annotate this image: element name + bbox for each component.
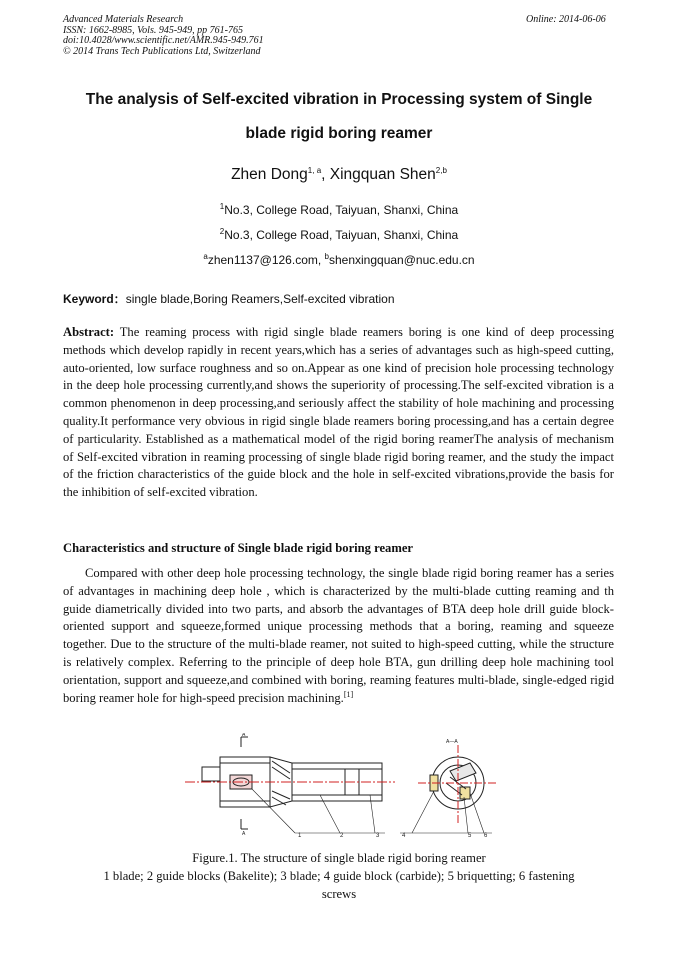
leader-6: [470, 793, 484, 833]
figure-caption-title: Figure.1. The structure of single blade rigid boring reamer: [192, 851, 486, 865]
keywords-label: Keyword：: [63, 292, 126, 306]
author-separator: ,: [321, 166, 330, 183]
section-mark-bottom: A: [242, 831, 246, 837]
author-list: [40, 166, 638, 184]
leader-5: [464, 797, 468, 833]
callout-4: 4: [402, 833, 406, 839]
section-view-label: A—A: [446, 739, 458, 745]
issn-line: ISSN: 1662-8985, Vols. 945-949, pp 761-765: [63, 24, 243, 36]
abstract-label: Abstract:: [63, 325, 115, 339]
citation-ref: [1]: [343, 689, 354, 699]
affiliation-1-text: No.3, College Road, Taiyuan, Shanxi, China: [224, 203, 459, 217]
email-b-mark: b: [324, 252, 329, 261]
hatch-1: [272, 761, 290, 773]
section-body-text: Compared with other deep hole processing technology, the single blade rigid boring reamer has a series of advantages in machining deep hole , which is characterized by the multi-blade cutting reaming and th guide diametrically divided into two parts, and absorb the advantages of BTA deep hole drill guide block-oriented support and squeeze,formed unique processing methods that a boring, reaming and squeeze together. Due to the structure of the multi-blade reamer, not suited to high-speed cutting, while the structure is relatively complex. Referring to the principle of deep hole BTA, gun drilling deep hole machining tool orientation, support and squeeze,and combined with boring, reaming features multi-blade, single-edged rigid boring reamer hole for high-speed precision machining.: [63, 566, 614, 705]
email-line: [40, 253, 638, 267]
email-a: zhen1137@126.com,: [207, 253, 325, 267]
paper-title-line-2: blade rigid boring reamer: [245, 125, 433, 142]
online-date: Online: 2014-06-06: [526, 14, 606, 25]
callout-1: 1: [298, 833, 302, 839]
affiliation-1-mark: 1: [219, 202, 225, 211]
boring-reamer-structure-figure: [180, 733, 500, 841]
email-b: shenxingquan@nuc.edu.cn: [328, 253, 475, 267]
callout-2: 2: [340, 833, 344, 839]
author-1-affiliation-mark: 1, a: [307, 165, 322, 175]
copyright-line: © 2014 Trans Tech Publications Ltd, Switzerland: [63, 45, 261, 57]
section-body: [63, 565, 614, 707]
keywords-text: single blade,Boring Reamers,Self-excited vibration: [125, 292, 395, 306]
doi-line: doi:10.4028/www.scientific.net/AMR.945-949.761: [63, 35, 264, 46]
abstract-text: The reaming process with rigid single blade reamers boring is one kind of deep processing methods which develop rapidly in recent years,which has a series of advantages such as high-speed cutting, auto-oriented, low surface roughness and so on.Appear as one kind of precision hole processing technology in the deep hole processing currently,and shows the superiority of processing.The self-excited vibration is a common phenomenon in deep processing,and seriously affect the stability of hole machining and processing quality.It performance very obvious in rigid single blade reamers boring processing,and has a certain degree of particularity. Established as a mathematical model of the rigid boring reamerThe analysis of mechanism of Self-excited vibration in reaming processing of single blade rigid boring reamer, and the study the impact of the friction characteristics of the guide block and the hole in self-excited vibrations,provide the basis for the inhibition of self-excited vibration.: [63, 325, 614, 500]
affiliation-1: [40, 203, 638, 217]
section-heading: Characteristics and structure of Single blade rigid boring reamer: [63, 541, 414, 555]
callout-3: 3: [376, 833, 380, 839]
figure-caption-legend-cont: screws: [321, 887, 357, 901]
leader-1: [252, 789, 295, 833]
hatch-4: [272, 797, 286, 805]
affiliation-2-mark: 2: [219, 227, 225, 236]
affiliation-2-text: No.3, College Road, Taiyuan, Shanxi, China: [224, 228, 459, 242]
author-2-affiliation-mark: 2,b: [435, 165, 447, 175]
paper-title-line-1: The analysis of Self-excited vibration in Processing system of Single: [85, 91, 593, 108]
callout-leaders: [252, 789, 385, 833]
journal-header: [63, 15, 264, 57]
affiliation-2: [40, 228, 638, 242]
figure-caption-legend: 1 blade; 2 guide blocks (Bakelite); 3 blade; 4 guide block (carbide); 5 briquetting; 6 fastening: [103, 869, 575, 883]
hatch-3: [272, 791, 290, 799]
shank-end: [202, 767, 220, 781]
reamer-side-view: [202, 733, 382, 837]
keywords: [63, 290, 395, 307]
journal-name: Advanced Materials Research: [63, 14, 184, 25]
leader-4: [412, 791, 434, 833]
callout-6: 6: [484, 833, 488, 839]
callout-5: 5: [468, 833, 472, 839]
hatch-2: [272, 767, 290, 779]
abstract: [63, 324, 614, 502]
section-callout-leaders: [400, 791, 492, 833]
author-1: Zhen Dong: [231, 166, 308, 183]
email-a-mark: a: [203, 252, 208, 261]
section-mark-top: A: [242, 733, 246, 738]
author-2: Xingquan Shen: [329, 166, 436, 183]
